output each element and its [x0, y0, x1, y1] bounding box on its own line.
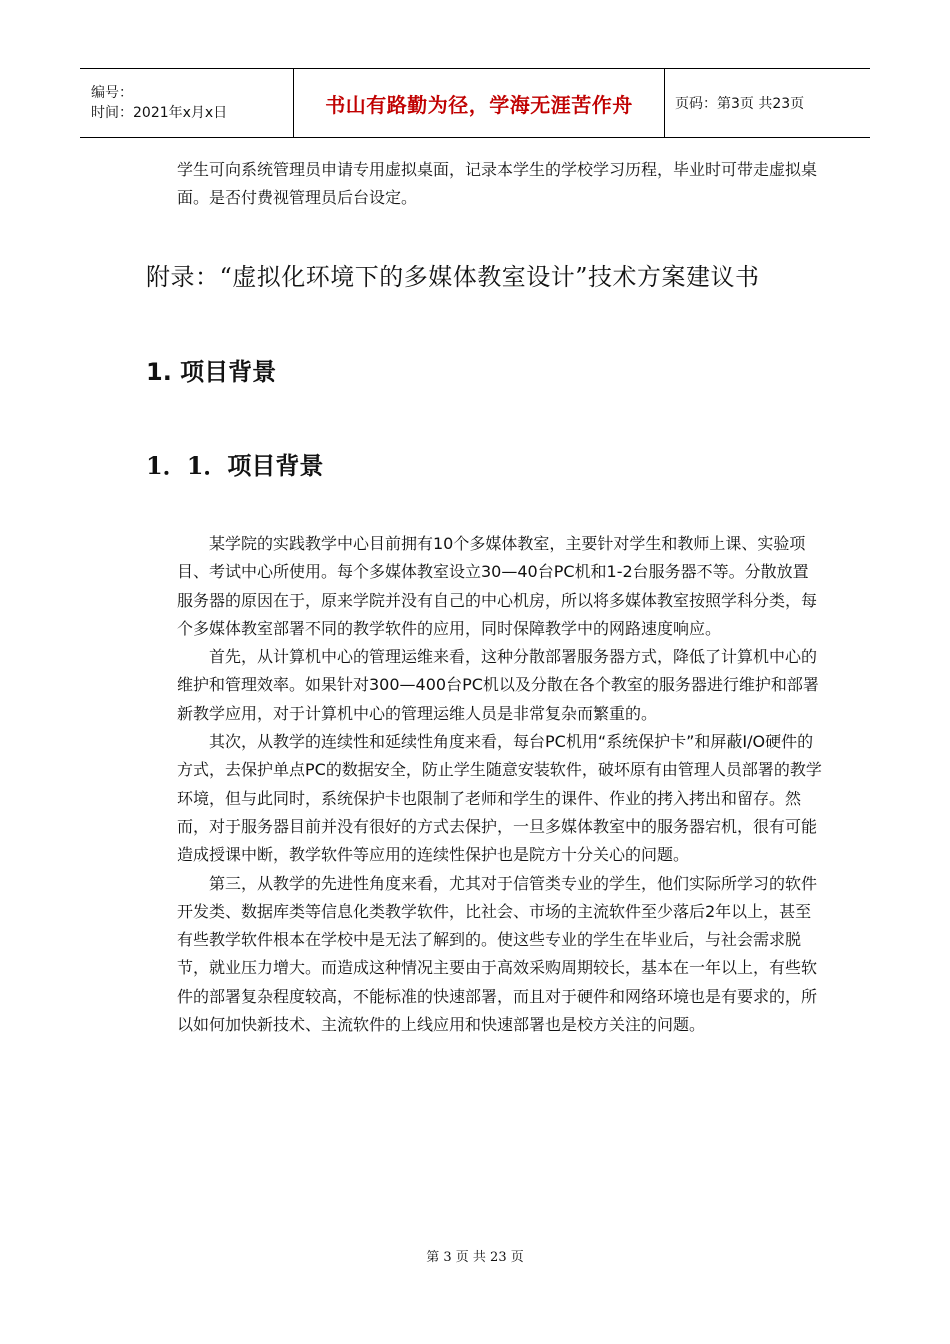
header-motto: 书山有路勤为径，学海无涯苦作舟 [325, 92, 633, 117]
intro-paragraph: 学生可向系统管理员申请专用虚拟桌面，记录本学生的学校学习历程，毕业时可带走虚拟桌面。是否付费视管理员后台设定。 [177, 160, 818, 207]
document-number-label: 编号： [91, 85, 133, 101]
header-motto-cell [294, 69, 665, 137]
section-heading: 1. 项目背景 [146, 358, 277, 386]
page-header [80, 68, 870, 138]
page-footer: 第 3 页 共 23 页 [426, 1250, 524, 1265]
appendix-title: 附录：“虚拟化环境下的多媒体教室设计”技术方案建议书 [146, 263, 760, 291]
header-page-cell [665, 69, 870, 137]
paragraph: 其次，从教学的连续性和延续性角度来看，每台PC机用“系统保护卡”和屏蔽I/O硬件的方式，去保护单点PC的数据安全，防止学生随意安装软件，破坏原有由管理人员部署的教学环境，但与此同时，系统保护卡也限制了老师和学生的课件、作业的拷入拷出和留存。然而，对于服务器目前并没有很好的方式去保护，一旦多媒体教室中的服务器宕机，很有可能造成授课中断，教学软件等应用的连续性保护也是院方十分关心的问题。 [177, 732, 822, 865]
header-page-info: 页码：第3页 共23页 [675, 96, 805, 112]
paragraph: 第三，从教学的先进性角度来看，尤其对于信管类专业的学生，他们实际所学习的软件开发类、数据库类等信息化类教学软件，比社会、市场的主流软件至少落后2年以上，甚至有些教学软件根本在学校中是无法了解到的。使这些专业的学生在毕业后，与社会需求脱节，就业压力增大。而造成这种情况主要由于高效采购周期较长，基本在一年以上，有些软件的部署复杂程度较高，不能标准的快速部署，而且对于硬件和网络环境也是有要求的，所以如何加快新技术、主流软件的上线应用和快速部署也是校方关注的问题。 [177, 873, 818, 1035]
paragraph: 首先，从计算机中心的管理运维来看，这种分散部署服务器方式，降低了计算机中心的维护和管理效率。如果针对300—400台PC机以及分散在各个教室的服务器进行维护和部署新教学应用，对于计算机中心的管理运维人员是非常复杂而繁重的。 [177, 647, 819, 723]
body-content [177, 530, 822, 1039]
paragraph: 某学院的实践教学中心目前拥有10个多媒体教室，主要针对学生和教师上课、实验项目、考试中心所使用。每个多媒体教室设立30—40台PC机和1-2台服务器不等。分散放置服务器的原因在于，原来学院并没有自己的中心机房，所以将多媒体教室按照学科分类，每个多媒体教室部署不同的教学软件的应用，同时保障教学中的网路速度响应。 [177, 534, 818, 638]
header-meta [80, 69, 294, 137]
subsection-heading: 1．1．项目背景 [146, 451, 324, 480]
document-time: 时间：2021年x月x日 [91, 105, 228, 121]
